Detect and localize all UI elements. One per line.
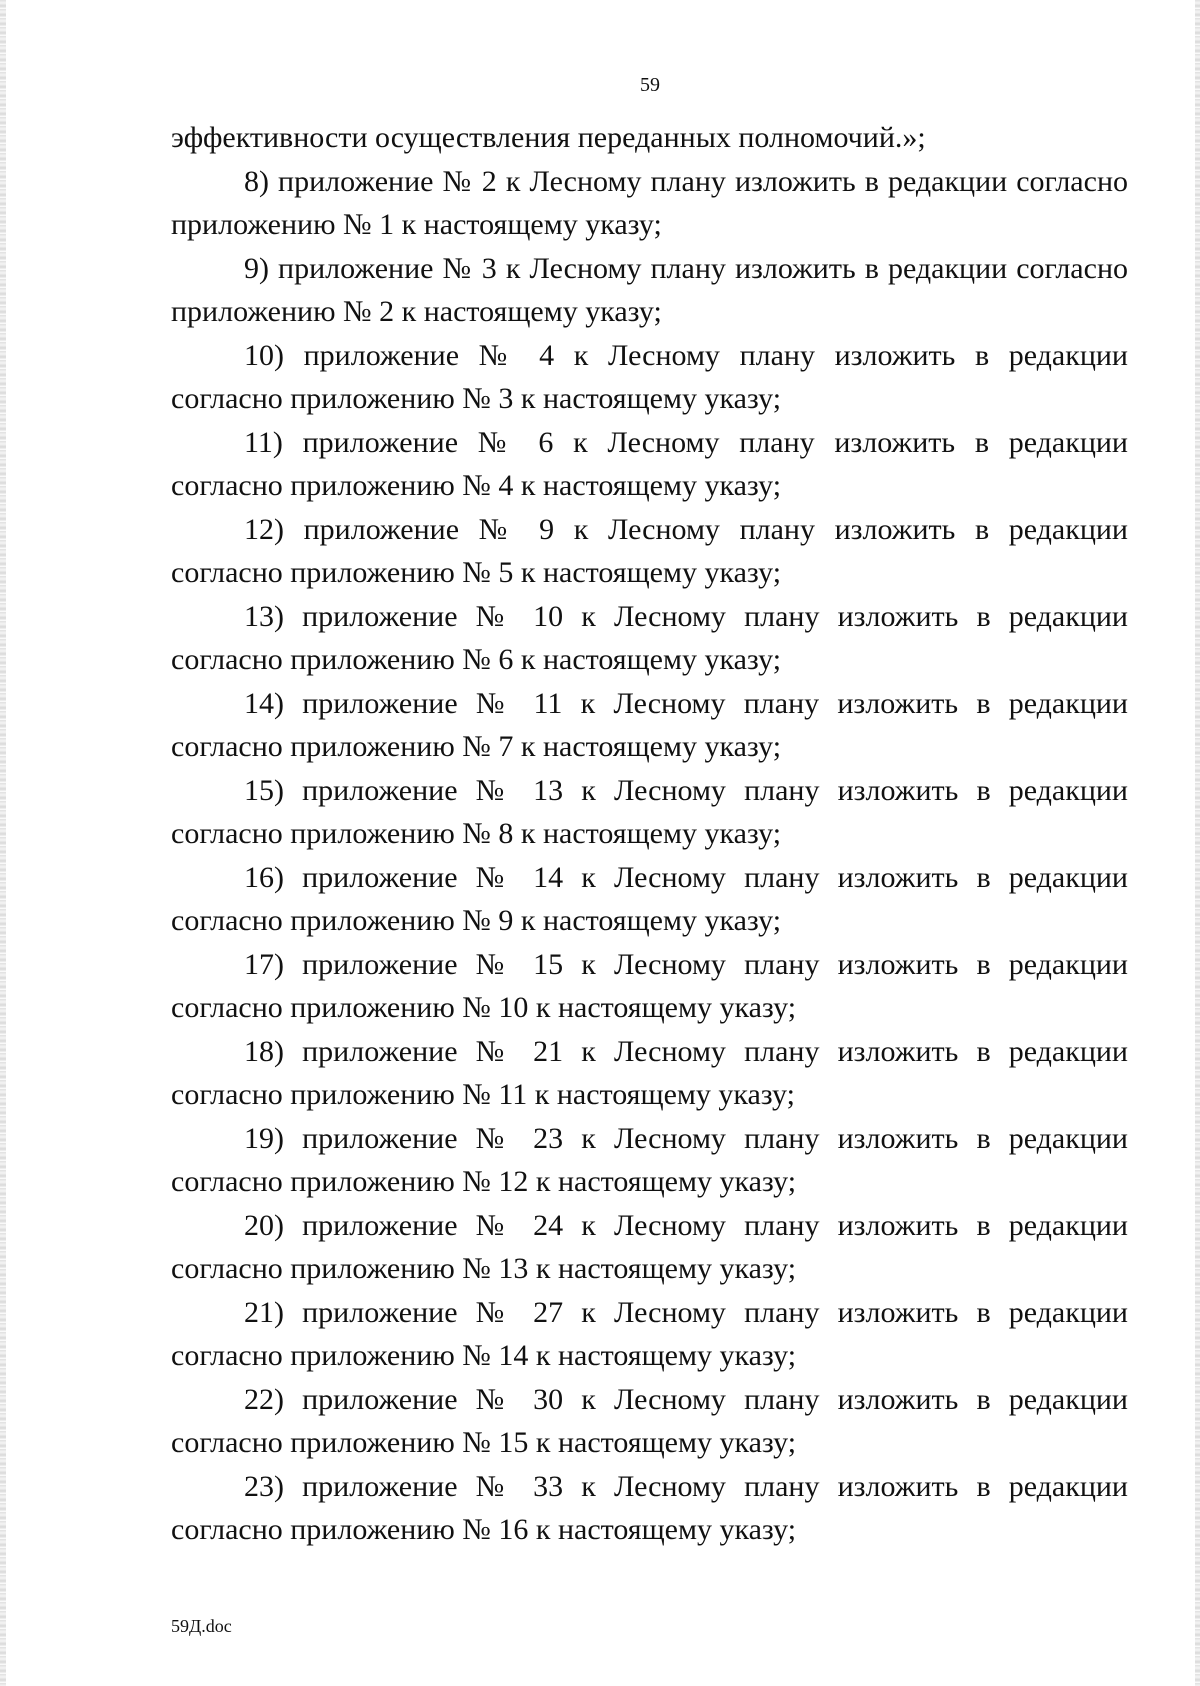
paragraph-line: эффективности осуществления переданных полномочий.»; [171,121,926,154]
paragraph-line: согласно приложению № 15 к настоящему указу; [171,1426,797,1459]
paragraph-first-line: 21) приложение № 27 к Лесному плану изложить в редакции [244,1295,1128,1329]
paragraph-line: согласно приложению № 11 к настоящему указу; [171,1078,795,1111]
paragraph-line: согласно приложению № 5 к настоящему указу; [171,556,782,589]
paragraph-first-line: 14) приложение № 11 к Лесному плану изложить в редакции [244,686,1128,720]
footer-filename: 59Д.doc [171,1616,232,1636]
paragraph-first-line: 12) приложение № 9 к Лесному плану изложить в редакции [244,512,1128,546]
paragraph-first-line: 8) приложение № 2 к Лесному плану изложить в редакции согласно [244,164,1128,198]
paragraph-first-line: 9) приложение № 3 к Лесному плану изложить в редакции согласно [244,251,1128,285]
paragraph-line: согласно приложению № 7 к настоящему указу; [171,730,782,763]
paragraph-first-line: 17) приложение № 15 к Лесному плану изложить в редакции [244,947,1128,981]
paragraph-first-line: 20) приложение № 24 к Лесному плану изложить в редакции [244,1208,1128,1242]
paragraph-first-line: 16) приложение № 14 к Лесному плану изложить в редакции [244,860,1128,894]
paragraph-line: согласно приложению № 9 к настоящему указу; [171,904,782,937]
paragraph-line: согласно приложению № 10 к настоящему указу; [171,991,797,1024]
scan-edge-left [0,0,6,1686]
paragraph-first-line: 22) приложение № 30 к Лесному плану изложить в редакции [244,1382,1128,1416]
paragraph-first-line: 18) приложение № 21 к Лесному плану изложить в редакции [244,1034,1128,1068]
paragraph-line: согласно приложению № 6 к настоящему указу; [171,643,782,676]
scan-edge-right [1195,0,1200,1686]
paragraph-first-line: 15) приложение № 13 к Лесному плану изложить в редакции [244,773,1128,807]
page-number: 59 [640,74,660,96]
paragraph-first-line: 10) приложение № 4 к Лесному плану изложить в редакции [244,338,1128,372]
paragraph-line: согласно приложению № 8 к настоящему указу; [171,817,782,850]
paragraph-line: приложению № 2 к настоящему указу; [171,295,662,328]
paragraph-line: согласно приложению № 13 к настоящему указу; [171,1252,797,1285]
paragraph-line: согласно приложению № 3 к настоящему указу; [171,382,782,415]
paragraph-first-line: 23) приложение № 33 к Лесному плану изложить в редакции [244,1469,1128,1503]
paragraph-line: согласно приложению № 14 к настоящему указу; [171,1339,797,1372]
paragraph-line: приложению № 1 к настоящему указу; [171,208,662,241]
paragraph-line: согласно приложению № 12 к настоящему указу; [171,1165,797,1198]
paragraph-first-line: 13) приложение № 10 к Лесному плану изложить в редакции [244,599,1128,633]
paragraph-first-line: 11) приложение № 6 к Лесному плану изложить в редакции [244,425,1128,459]
paragraph-first-line: 19) приложение № 23 к Лесному плану изложить в редакции [244,1121,1128,1155]
document-body [171,116,1128,1552]
paragraph-line: согласно приложению № 16 к настоящему указу; [171,1513,797,1546]
paragraph-line: согласно приложению № 4 к настоящему указу; [171,469,782,502]
